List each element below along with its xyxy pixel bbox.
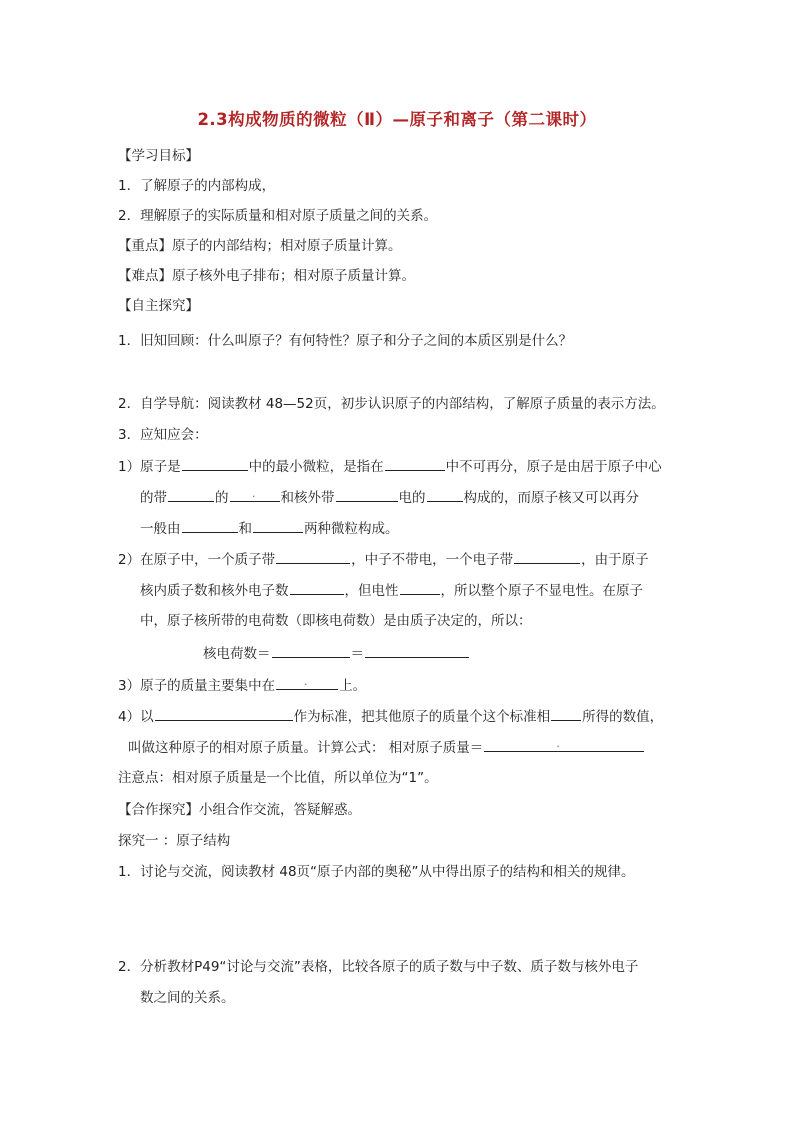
blank-field[interactable]	[365, 643, 469, 658]
fill-line-9: 4）以 作为标准，把其他原子的质量个这个标准相 所得的数值，	[118, 706, 663, 727]
note: 注意点：相对原子质量是一个比值，所以单位为“1”。	[118, 770, 438, 786]
blank-field[interactable]	[253, 518, 303, 533]
explore-1-title: 探究一 ：原子结构	[118, 833, 231, 849]
blank-field[interactable]	[551, 706, 581, 721]
blank-field[interactable]	[514, 549, 580, 564]
fill-line-8: 3）原子的质量主要集中在. 上。	[118, 675, 366, 696]
blank-field[interactable]	[182, 518, 238, 533]
blank-field[interactable]	[400, 580, 440, 595]
goal-item-2: 2．理解原子的实际质量和相对原子质量之间的关系。	[118, 208, 438, 224]
fill-line-5: 核内质子数和核外电子数 ，但电性 ，所以整个原子不显电性。在原子	[140, 580, 643, 601]
coop-q2: 2．分析教材P49“讨论与交流”表格，比较各原子的质子数与中子数、质子数与核外电子	[118, 959, 639, 975]
blank-field[interactable]	[276, 549, 350, 564]
fill-line-6: 中，原子核所带的电荷数（即核电荷数）是由质子决定的，所以：	[140, 613, 532, 629]
fill-line-1: 1）原子是 中的最小微粒，是指在 中不可再分，原子是由居于原子中心	[118, 456, 662, 477]
blank-field[interactable]	[168, 487, 214, 502]
blank-field[interactable]	[484, 737, 644, 752]
blank-field[interactable]	[290, 580, 344, 595]
difficulty: 【难点】原子核外电子排布；相对原子质量计算。	[118, 268, 415, 284]
fill-line-7: 核电荷数＝ ＝	[203, 643, 470, 664]
blank-field[interactable]	[336, 487, 398, 502]
goals-header: 【学习目标】	[118, 148, 199, 164]
coop-q1: 1．讨论与交流，阅读教材 48页“原子内部的奥秘”从中得出原子的结构和相关的规律。	[118, 864, 635, 880]
self-explore-q3: 3．应知应会：	[118, 427, 208, 443]
goal-item-1: 1．了解原子的内部构成，	[118, 178, 276, 194]
blank-field[interactable]	[272, 643, 350, 658]
blank-field[interactable]	[427, 487, 463, 502]
fill-line-10: 叫做这种原子的相对原子质量。计算公式： 相对原子质量＝.	[128, 737, 645, 758]
fill-line-4: 2）在原子中，一个质子带 ，中子不带电，一个电子带 ，由于原子	[118, 549, 649, 570]
coop-q2-cont: 数之间的关系。	[140, 990, 235, 1006]
self-explore-q2: 2．自学导航：阅读教材 48—52页，初步认识原子的内部结构，了解原子质量的表示方法。	[118, 396, 665, 412]
blank-field[interactable]	[385, 456, 445, 471]
fill-line-3: 一般由 和 两种微粒构成。	[140, 518, 399, 539]
blank-field[interactable]	[155, 706, 293, 721]
blank-field[interactable]	[230, 487, 280, 502]
self-explore-header: 【自主探究】	[118, 298, 199, 314]
key-point: 【重点】原子的内部结构；相对原子质量计算。	[118, 238, 402, 254]
self-explore-q1: 1．旧知回顾：什么叫原子？有何特性？原子和分子之间的本质区别是什么？	[118, 333, 573, 349]
blank-field[interactable]	[276, 675, 338, 690]
fill-line-2: 的带 的. 和核外带 电的 构成的，而原子核又可以再分	[140, 487, 639, 508]
page-title: 2.3构成物质的微粒（Ⅱ）—原子和离子（第二课时）	[197, 110, 597, 129]
coop-header: 【合作探究】小组合作交流，答疑解惑。	[118, 802, 361, 818]
blank-field[interactable]	[182, 456, 248, 471]
